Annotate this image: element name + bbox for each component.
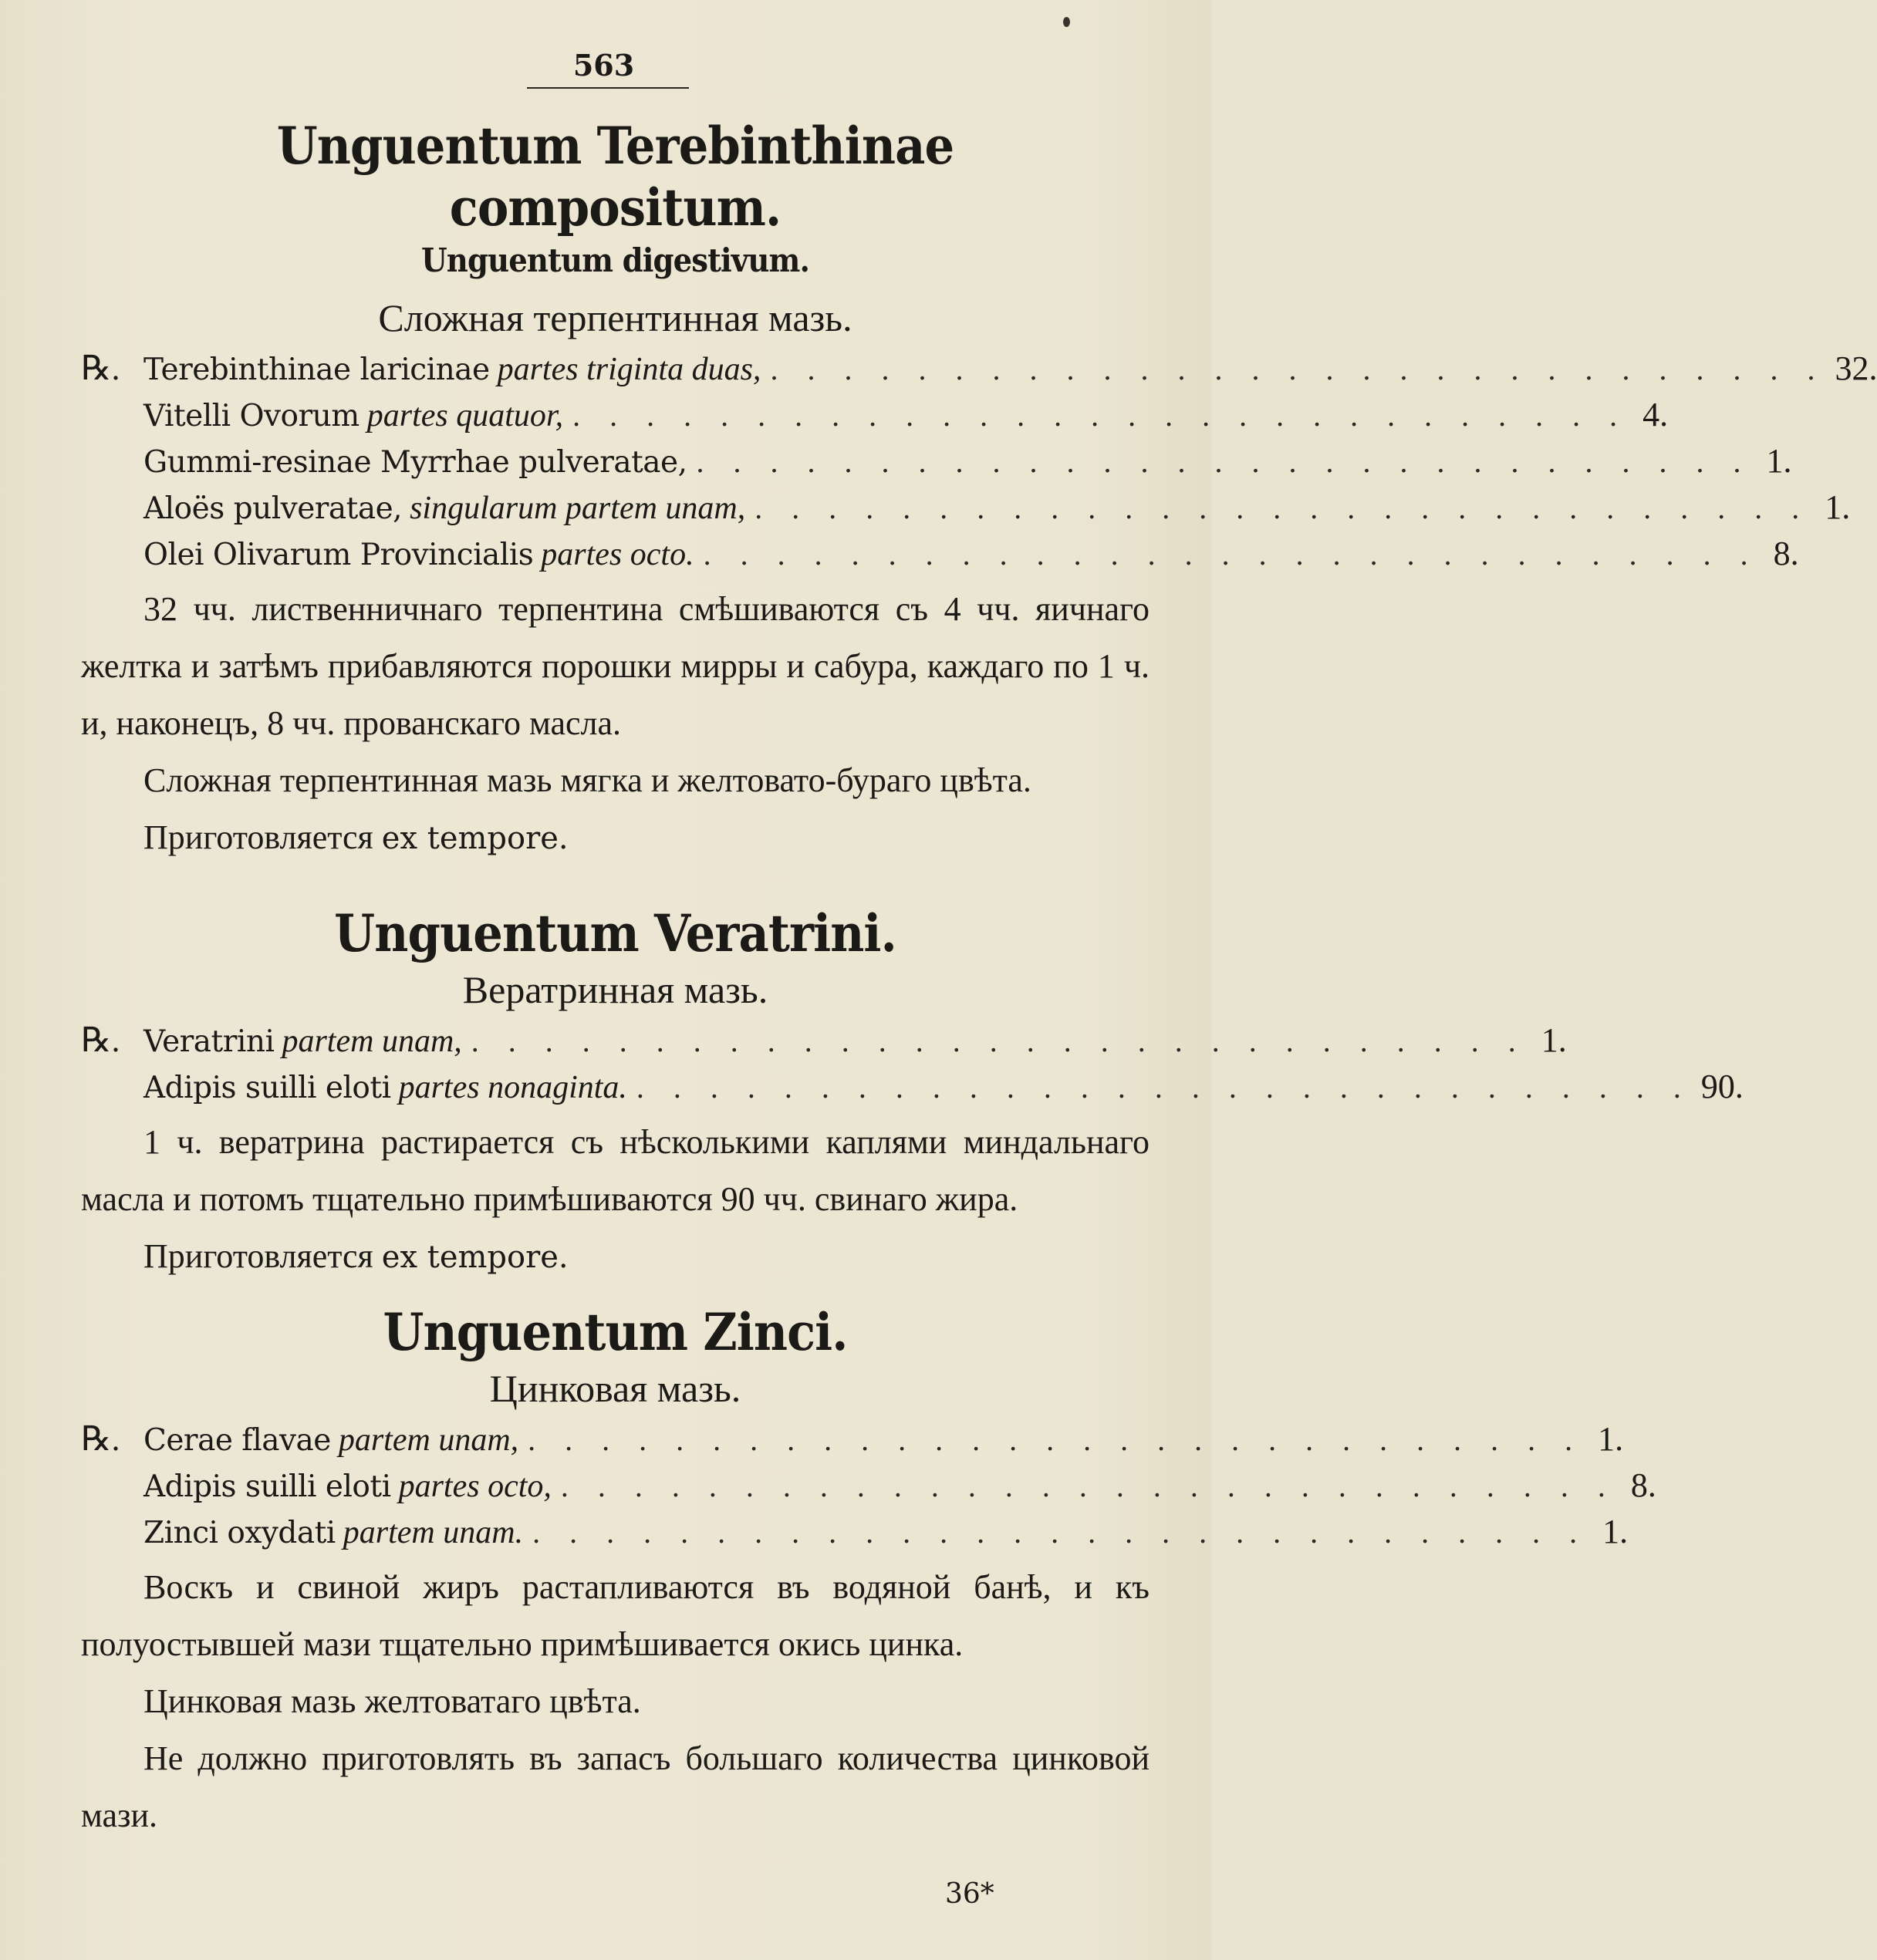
section-title: Unguentum Terebinthinae compositum. — [276, 116, 954, 238]
ingredient-amount: 4. — [1642, 396, 1669, 433]
leader-dots: . . . . . . . . . . . . . . . . . . . . . . . . . . . . . — [471, 1024, 1527, 1058]
ingredient-row — [81, 346, 1877, 393]
ingredient-quantity: partes triginta duas, — [497, 352, 761, 387]
ingredient-amount: 1. — [1598, 1420, 1624, 1458]
preparation-note — [81, 809, 1149, 867]
ingredient-quantity: singularum partem unam, — [410, 491, 746, 526]
ingredient-row — [81, 439, 1792, 485]
ingredient-quantity: partes octo, — [398, 1469, 552, 1504]
storage-note: Не должно приготовлять въ запасъ большаго количества цинковой мази. — [81, 1739, 1149, 1834]
recipe-symbol: ℞. — [81, 1021, 120, 1059]
section-russian-title: Сложная терпентинная мазь. — [378, 296, 852, 339]
ingredient-name: Aloës pulveratae, — [143, 491, 403, 526]
preparation-latin: ex tempore. — [381, 1240, 569, 1275]
leader-dots: . . . . . . . . . . . . . . . . . . . . . . . . . . . . . — [696, 444, 1752, 479]
method-paragraph: Воскъ и свиной жиръ растапливаются въ водяной банѣ, и къ полуостывшей мази тщательно примѣшивается окись цинка. — [81, 1568, 1149, 1663]
leader-dots: . . . . . . . . . . . . . . . . . . . . . . . . . . . . . — [572, 398, 1629, 433]
ingredient-name: Olei Olivarum Provincialis — [143, 538, 534, 572]
ingredient-name: Vitelli Ovorum — [143, 399, 360, 433]
section-title: Unguentum Zinci. — [383, 1302, 848, 1362]
description-paragraph: Цинковая мазь желтоватаго цвѣта. — [143, 1682, 641, 1720]
recipe-symbol: ℞. — [81, 349, 120, 387]
ingredient-quantity: partes nonaginta. — [398, 1070, 627, 1105]
section-terebinthinae — [81, 115, 1877, 867]
section-zinci — [81, 1301, 1656, 1844]
leader-dots: . . . . . . . . . . . . . . . . . . . . . . . . . . . . . — [560, 1469, 1616, 1503]
section-russian-title: Цинковая мазь. — [489, 1367, 741, 1410]
ingredient-name: Zinci oxydati — [143, 1516, 336, 1550]
preparation-note — [81, 1228, 1149, 1286]
ingredient-amount: 1. — [1541, 1021, 1567, 1059]
ingredient-name: Adipis suilli eloti — [143, 1071, 391, 1105]
leader-dots: . . . . . . . . . . . . . . . . . . . . . . . . . . . . . — [636, 1070, 1692, 1105]
description-paragraph: Сложная терпентинная мазь мягка и желтовато-бураго цвѣта. — [143, 761, 1031, 799]
ink-speck — [1063, 17, 1070, 27]
preparation-text: Приготовляется — [143, 818, 382, 856]
ingredient-quantity: partes quatuor, — [366, 398, 564, 433]
ingredient-list — [81, 1018, 1744, 1111]
section-veratrini — [81, 902, 1744, 1286]
signature-mark: 36* — [945, 1878, 994, 1910]
section-russian-title: Вератринная мазь. — [462, 968, 768, 1011]
ingredient-amount: 8. — [1773, 535, 1799, 572]
preparation-latin: ex tempore. — [381, 821, 569, 856]
leader-dots: . . . . . . . . . . . . . . . . . . . . . . . . . . . . . — [528, 1422, 1584, 1457]
ingredient-name: Terebinthinae laricinae — [143, 353, 490, 387]
section-title: Unguentum Veratrini. — [334, 903, 896, 963]
ingredient-amount: 32. — [1835, 349, 1877, 387]
leader-dots: . . . . . . . . . . . . . . . . . . . . . . . . . . . . . — [703, 537, 1759, 572]
section-gap — [81, 1286, 1149, 1301]
ingredient-quantity: partes octo. — [541, 537, 694, 572]
method-paragraph: 32 чч. лиственничнаго терпентина смѣшиваются съ 4 чч. яичнаго желтка и затѣмъ прибавляются порошки мирры и сабура, каждаго по 1 ч. и, наконецъ, 8 чч. прованскаго масла. — [81, 590, 1149, 742]
section-subtitle: Unguentum digestivum. — [420, 241, 810, 279]
ingredient-amount: 90. — [1700, 1068, 1744, 1105]
ingredient-row — [81, 393, 1669, 439]
ingredient-row — [81, 485, 1851, 531]
ingredient-row — [81, 1510, 1629, 1556]
ingredient-row — [81, 1417, 1624, 1463]
ingredient-list — [81, 346, 1877, 578]
section-gap — [81, 867, 1149, 902]
ingredient-list — [81, 1417, 1656, 1556]
ingredient-quantity: partem unam, — [282, 1024, 462, 1059]
method-paragraph: 1 ч. вератрина растирается съ нѣсколькими каплями миндальнаго масла и потомъ тщательно примѣшиваются 90 чч. свинаго жира. — [81, 1123, 1149, 1218]
ingredient-amount: 8. — [1630, 1466, 1656, 1504]
ingredient-amount: 1. — [1825, 488, 1851, 526]
page-number-rule — [527, 87, 689, 89]
page-number: 563 — [572, 48, 635, 83]
ingredient-name: Cerae flavae — [143, 1423, 331, 1458]
ingredient-quantity: partem unam. — [343, 1515, 524, 1550]
ingredient-row — [81, 531, 1799, 578]
ingredient-row — [81, 1018, 1567, 1064]
preparation-text: Приготовляется — [143, 1237, 382, 1275]
recipe-symbol: ℞. — [81, 1420, 120, 1458]
leader-dots: . . . . . . . . . . . . . . . . . . . . . . . . . . . . . — [755, 491, 1811, 525]
leader-dots: . . . . . . . . . . . . . . . . . . . . . . . . . . . . . — [532, 1515, 1588, 1550]
ingredient-row — [81, 1463, 1656, 1510]
ingredient-name: Gummi-resinae Myrrhae pulveratae, — [143, 445, 687, 480]
ingredient-name: Adipis suilli eloti — [143, 1469, 391, 1504]
ingredient-name: Veratrini — [143, 1024, 275, 1059]
ingredient-quantity: partem unam, — [338, 1422, 519, 1458]
ingredient-amount: 1. — [1766, 442, 1792, 480]
leader-dots: . . . . . . . . . . . . . . . . . . . . . . . . . . . . . — [770, 352, 1826, 386]
ingredient-amount: 1. — [1602, 1513, 1629, 1550]
ingredient-row — [81, 1064, 1744, 1111]
